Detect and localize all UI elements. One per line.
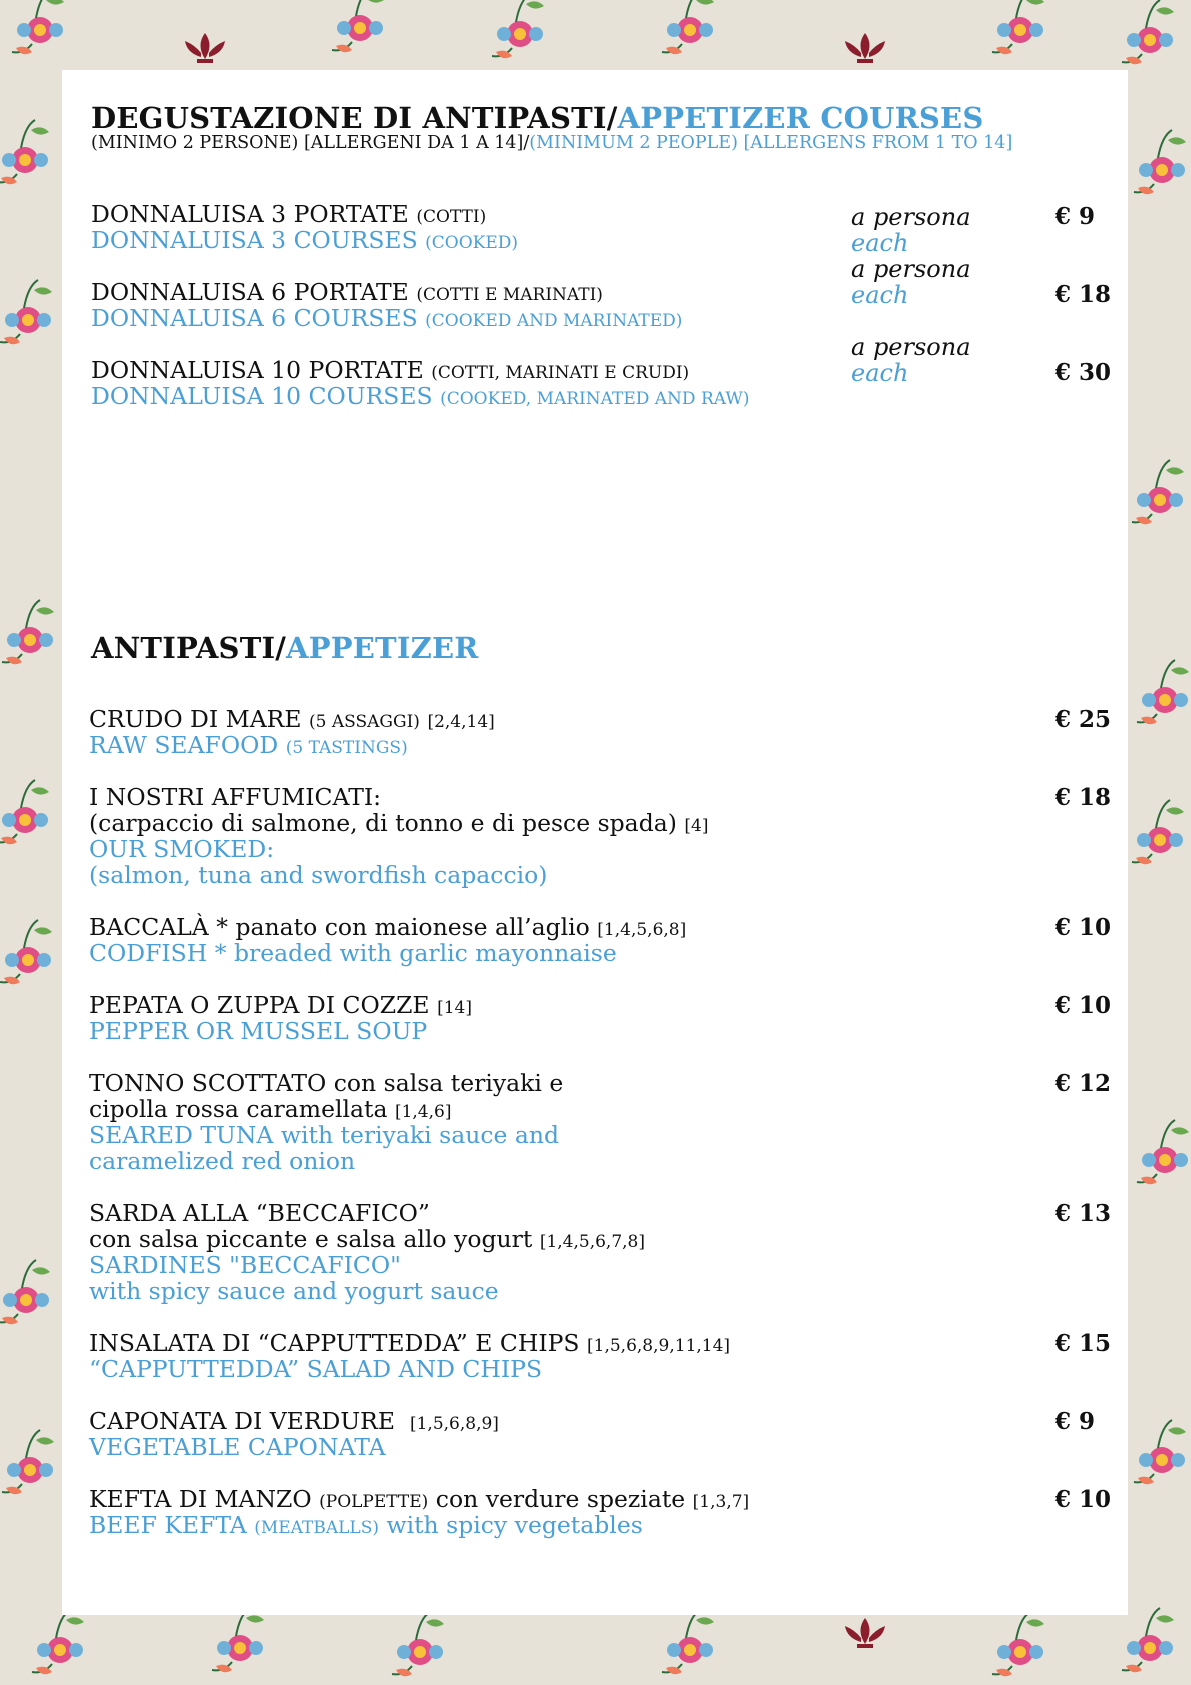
allergens: [1,5,6,8,9] — [409, 1414, 499, 1434]
item-price: € 25 — [1055, 706, 1112, 733]
per-person-label-en: each — [851, 281, 909, 309]
tasting-item-note-en: (COOKED) — [425, 233, 519, 253]
tasting-item-name-en — [91, 305, 682, 334]
item-price: € 18 — [1055, 281, 1112, 308]
allergens: [1,3,7] — [692, 1492, 750, 1512]
allergens: [14] — [437, 998, 472, 1018]
tasting-item-note: (COTTI E MARINATI) — [416, 285, 603, 305]
tasting-item-name-text: DONNALUISA 10 PORTATE — [91, 356, 424, 384]
appetizers-title-it: ANTIPASTI/ — [91, 631, 287, 665]
menu-item-description: (carpaccio di salmone, di tonno e di pesce spada) — [89, 809, 677, 837]
per-person-label-en: each — [851, 229, 909, 257]
menu-item-name-en: BEEF KEFTA — [89, 1511, 247, 1539]
tasting-item-name-en-text: DONNALUISA 10 COURSES — [91, 382, 433, 410]
tasting-item-name-en-text: DONNALUISA 6 COURSES — [91, 304, 418, 332]
menu-item-line-en — [89, 732, 408, 761]
menu-item-name-en: CODFISH * breaded with garlic mayonnaise — [89, 939, 617, 967]
item-price: € 10 — [1055, 992, 1112, 1019]
menu-item-name: PEPATA O ZUPPA DI COZZE — [89, 991, 430, 1019]
menu-item-description: cipolla rossa caramellata — [89, 1095, 388, 1123]
item-price: € 9 — [1055, 203, 1096, 230]
allergens: [2,4,14] — [427, 712, 495, 732]
allergens: [1,4,6] — [394, 1102, 452, 1122]
menu-item-name-en: OUR SMOKED: — [89, 835, 275, 863]
item-price: € 10 — [1055, 914, 1112, 941]
menu-item-name-en: “CAPPUTTEDDA” SALAD AND CHIPS — [89, 1355, 543, 1383]
tasting-item-note: (COTTI, MARINATI E CRUDI) — [431, 363, 690, 383]
tasting-item-note: (COTTI) — [416, 207, 487, 227]
tasting-item-note-en: (COOKED AND MARINATED) — [425, 311, 683, 331]
tasting-subtitle-en: (MINIMUM 2 PEOPLE) [ALLERGENS FROM 1 TO 14] — [529, 133, 1013, 153]
allergens: [1,5,6,8,9,11,14] — [587, 1336, 731, 1356]
item-price: € 30 — [1055, 359, 1112, 386]
tasting-item-name-en-text: DONNALUISA 3 COURSES — [91, 226, 418, 254]
tasting-item-name-text: DONNALUISA 6 PORTATE — [91, 278, 409, 306]
allergens: [1,4,5,6,7,8] — [539, 1232, 646, 1252]
menu-item-note: (POLPETTE) — [319, 1492, 429, 1512]
menu-item-name-en: VEGETABLE CAPONATA — [89, 1433, 386, 1461]
menu-item-note-en: (MEATBALLS) — [254, 1518, 379, 1538]
item-price: € 10 — [1055, 1486, 1112, 1513]
menu-item-name-en: SEARED TUNA with teriyaki sauce and — [89, 1121, 560, 1149]
per-person-label: a persona — [851, 255, 971, 283]
allergens: [4] — [684, 816, 709, 836]
item-price: € 13 — [1055, 1200, 1112, 1227]
tasting-title-it: DEGUSTAZIONE DI ANTIPASTI/ — [91, 101, 618, 135]
tasting-item-note-en: (COOKED, MARINATED AND RAW) — [440, 389, 750, 409]
menu-item-description-en: with spicy sauce and yogurt sauce — [89, 1277, 499, 1305]
tasting-subtitle-it: (MINIMO 2 PERSONE) [ALLERGENI DA 1 A 14]/ — [91, 133, 530, 153]
menu-item-name: I NOSTRI AFFUMICATI: — [89, 783, 382, 811]
per-person-label: a persona — [851, 333, 971, 361]
appetizers-title — [91, 631, 479, 665]
menu-item-note-en: (5 TASTINGS) — [285, 738, 408, 758]
menu-item-name: CRUDO DI MARE — [89, 705, 302, 733]
menu-item-name: TONNO SCOTTATO con salsa teriyaki e — [89, 1069, 564, 1097]
item-price: € 15 — [1055, 1330, 1112, 1357]
menu-item-name-en: PEPPER OR MUSSEL SOUP — [89, 1017, 428, 1045]
per-person-label: a persona — [851, 203, 971, 231]
menu-item-line-en — [89, 1512, 643, 1541]
menu-item-name-en: SARDINES "BECCAFICO" — [89, 1251, 401, 1279]
menu-item-note: (5 ASSAGGI) — [309, 712, 420, 732]
tasting-title — [91, 101, 983, 135]
item-price: € 12 — [1055, 1070, 1112, 1097]
item-price: € 9 — [1055, 1408, 1096, 1435]
tasting-item-name-en — [91, 383, 749, 412]
menu-item-description-en: with spicy vegetables — [386, 1511, 643, 1539]
menu-item-description-en: caramelized red onion — [89, 1147, 356, 1175]
menu-item-name: SARDA ALLA “BECCAFICO” — [89, 1199, 430, 1227]
tasting-item-name-text: DONNALUISA 3 PORTATE — [91, 200, 409, 228]
item-price: € 18 — [1055, 784, 1112, 811]
menu-item-name: KEFTA DI MANZO — [89, 1485, 312, 1513]
appetizers-title-en: APPETIZER — [286, 631, 479, 665]
allergens: [1,4,5,6,8] — [597, 920, 687, 940]
menu-item-name: INSALATA DI “CAPPUTTEDDA” E CHIPS — [89, 1329, 580, 1357]
per-person-label-en: each — [851, 359, 909, 387]
tasting-item-name-en — [91, 227, 518, 256]
menu-item-name: CAPONATA DI VERDURE — [89, 1407, 396, 1435]
menu-item-description: con verdure speziate — [435, 1485, 686, 1513]
menu-item-name: BACCALÀ * panato con maionese all’aglio — [89, 913, 590, 941]
tasting-subtitle — [91, 133, 1012, 153]
menu-item-description: con salsa piccante e salsa allo yogurt — [89, 1225, 533, 1253]
menu-item-description-en: (salmon, tuna and swordfish capaccio) — [89, 861, 548, 889]
tasting-title-en: APPETIZER COURSES — [617, 101, 984, 135]
menu-item-name-en: RAW SEAFOOD — [89, 731, 279, 759]
